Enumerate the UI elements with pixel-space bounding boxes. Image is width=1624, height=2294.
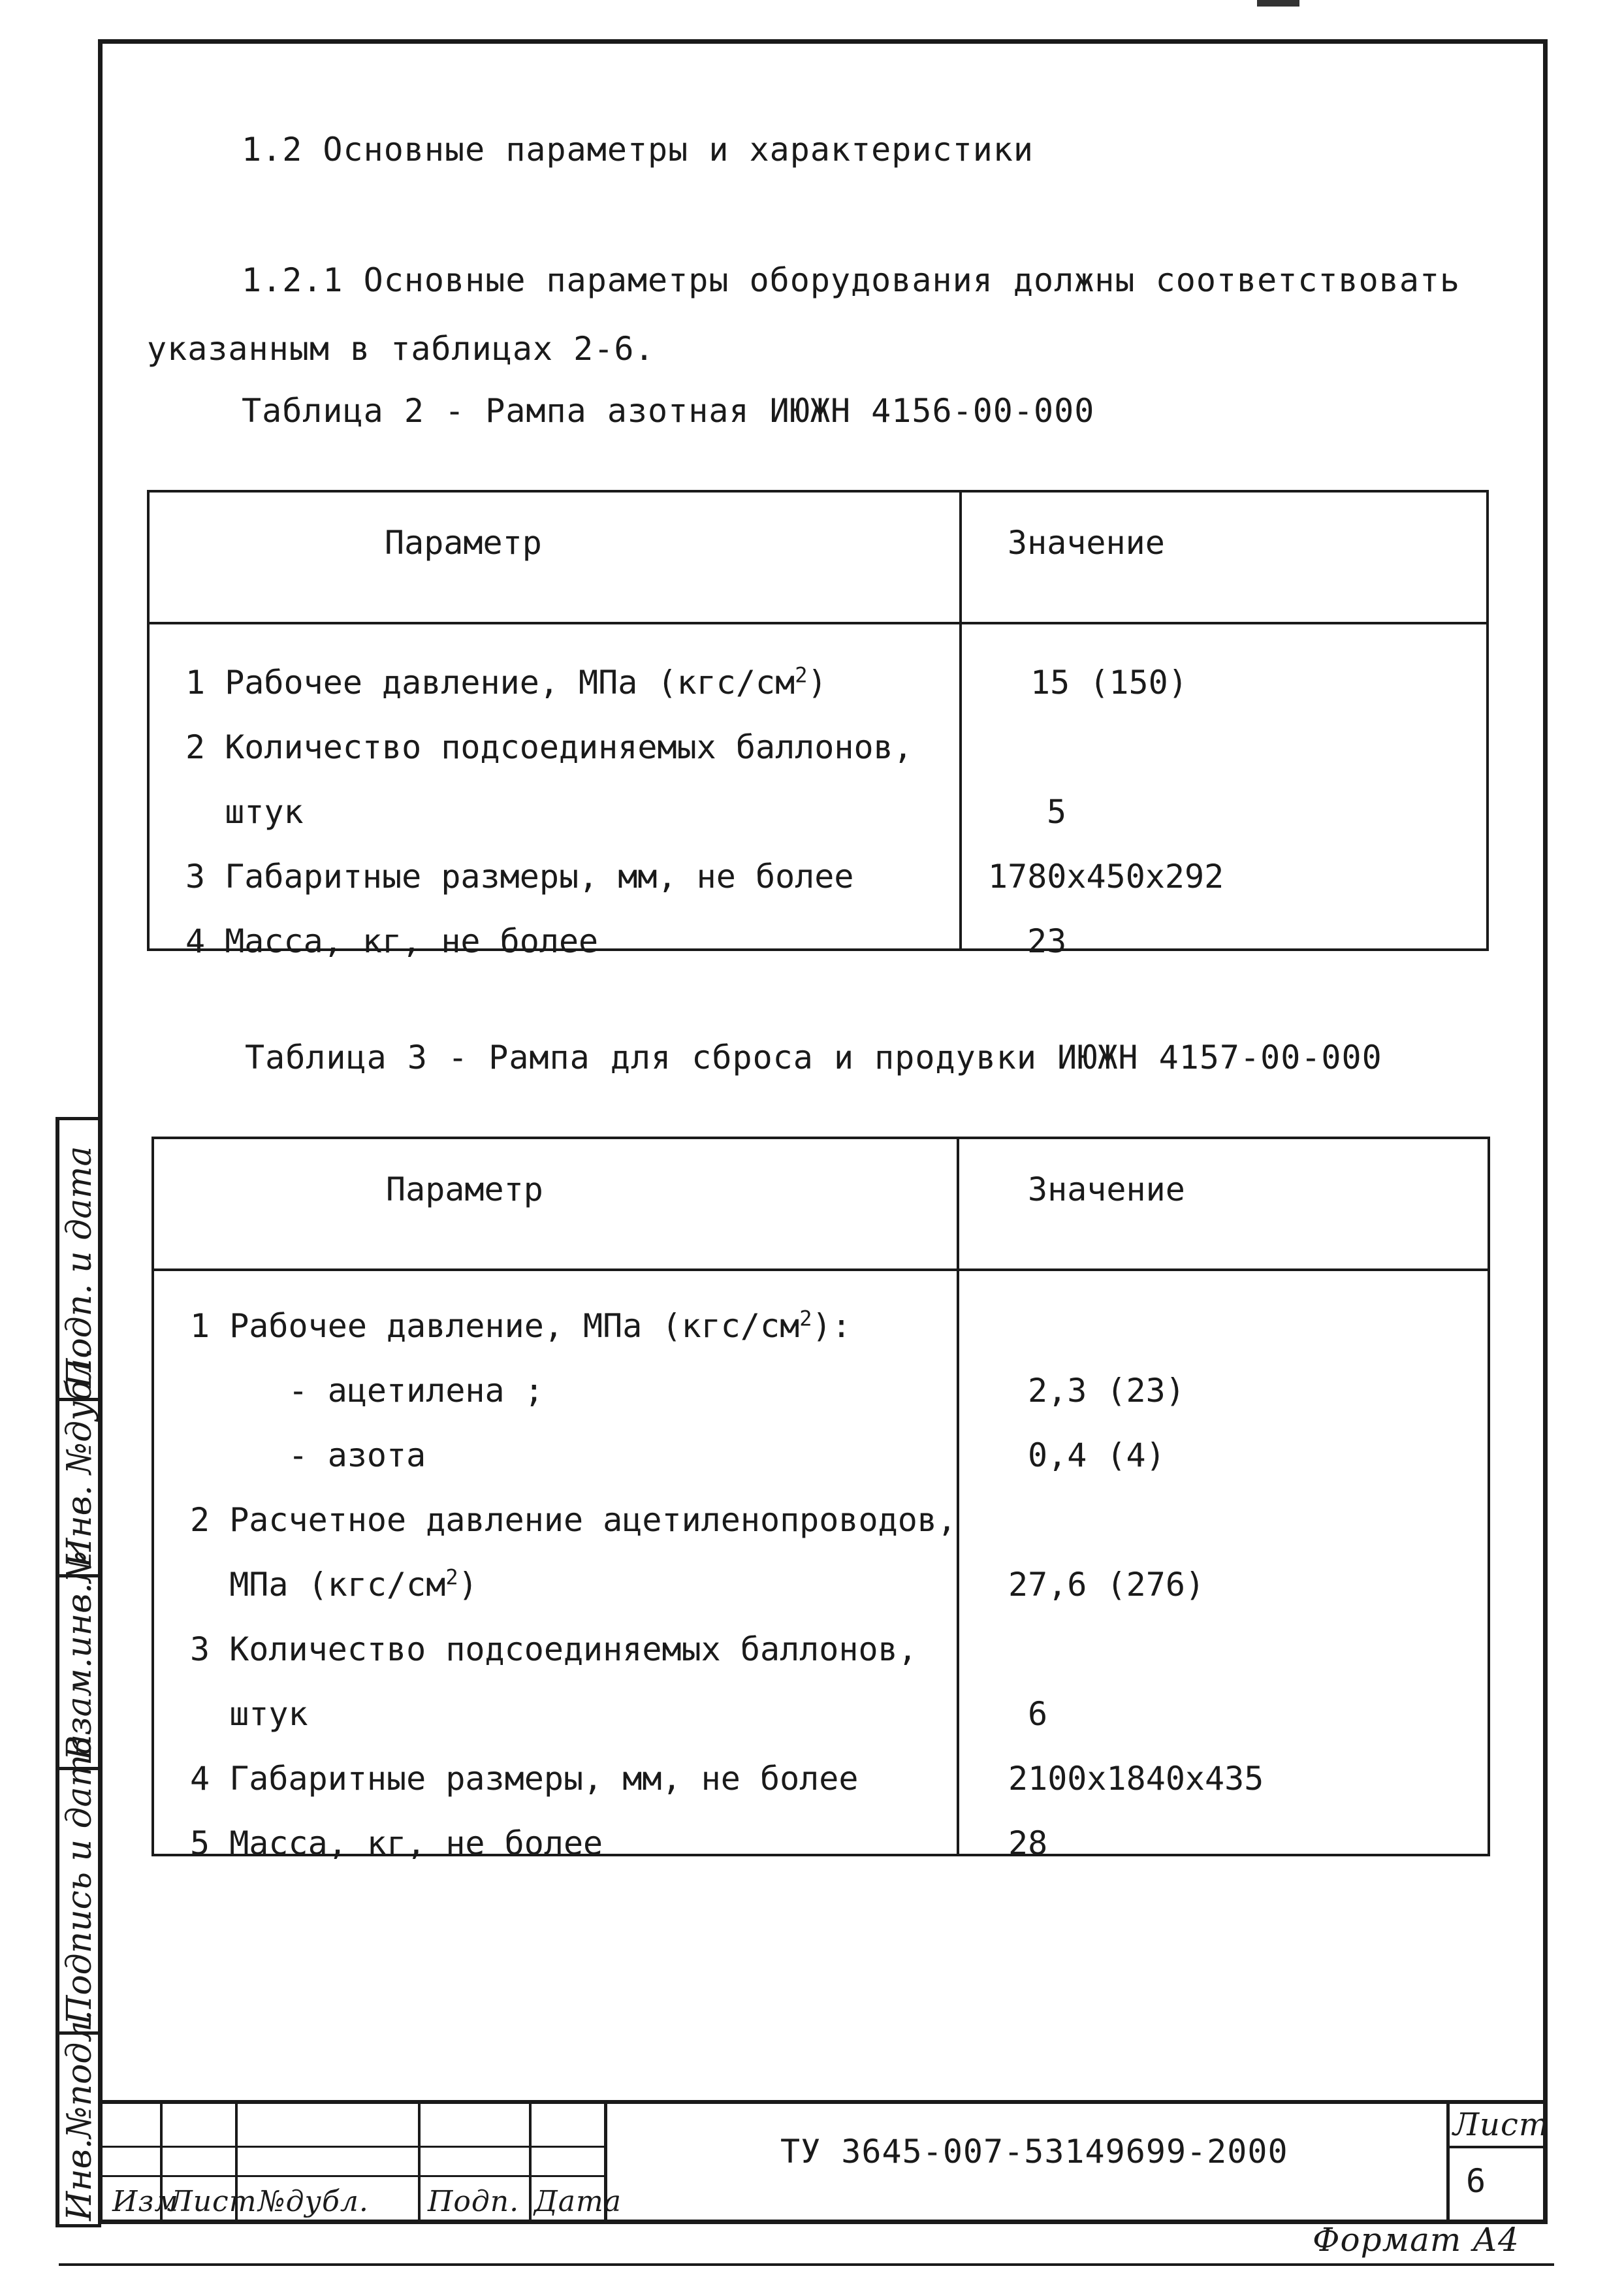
table3-header-param: Параметр <box>386 1171 543 1208</box>
table3 <box>151 1137 1490 1862</box>
table2-value-2 <box>988 715 1486 780</box>
table3-header-value: Значение <box>1028 1171 1185 1208</box>
table2 <box>147 490 1489 960</box>
table-row: 5 Масса, кг, не более <box>190 1824 603 1862</box>
side-label-vzam-inv: Взам.инв.№ <box>60 1551 99 1760</box>
table3-value-9: 28 <box>1008 1824 1048 1862</box>
table-row: 2 Количество подсоединяемых баллонов, <box>185 728 913 766</box>
table2-value-5: 23 <box>1027 922 1067 960</box>
table3-value-1 <box>1008 1294 1488 1359</box>
stamp-podp: Подп. <box>428 2185 520 2218</box>
table-row: 4 Габаритные размеры, мм, не более <box>190 1760 859 1798</box>
table-row: 3 Габаритные размеры, мм, не более <box>185 858 854 896</box>
side-label-inv-podl: Инв.№подл. <box>60 2010 99 2221</box>
side-divider-6 <box>56 2224 101 2227</box>
table-row: 3 Количество подсоединяемых баллонов, <box>190 1630 917 1668</box>
table3-caption: Таблица 3 - Рампа для сброса и продувки ИЮЖН 4157-00-000 <box>245 1039 1382 1076</box>
stamp-top-line <box>101 2100 1548 2104</box>
document-code: ТУ 3645-007-53149699-2000 <box>780 2133 1288 2171</box>
table-row: - азота <box>190 1436 426 1474</box>
table3-value-6 <box>1008 1617 1488 1682</box>
stamp-col-6 <box>1446 2100 1450 2224</box>
table3-value-2: 2,3 (23) <box>1028 1372 1185 1410</box>
paragraph-line-2: указанным в таблицах 2-6. <box>147 330 655 368</box>
table2-header-param: Параметр <box>385 524 542 562</box>
table3-value-7: 6 <box>1028 1695 1048 1733</box>
table2-caption: Таблица 2 - Рампа азотная ИЮЖН 4156-00-000 <box>242 392 1095 430</box>
side-label-inv-dubl: Инв. №дубл. <box>60 1348 99 1568</box>
table-row: 4 Масса, кг, не более <box>185 922 599 960</box>
corner-mark <box>1257 0 1299 7</box>
stamp-data: Дата <box>534 2185 622 2218</box>
table2-header-value: Значение <box>1008 524 1165 562</box>
table2-value-4: 1780х450х292 <box>988 858 1224 896</box>
side-label-podpis-data: Подпись и дата <box>60 1734 99 2025</box>
stamp-col-3 <box>418 2100 421 2224</box>
side-label-podp-data: Подп. и дата <box>60 1146 99 1388</box>
table3-value-8: 2100х1840х435 <box>1008 1760 1264 1798</box>
bottom-rule <box>59 2263 1554 2266</box>
table3-value-5: 27,6 (276) <box>1008 1566 1205 1604</box>
stamp-col-4 <box>529 2100 532 2224</box>
table-row: 2 Расчетное давление ацетиленопроводов, <box>190 1501 957 1539</box>
side-divider-1 <box>56 1117 101 1120</box>
table2-value-1: 15 (150) <box>1030 664 1188 702</box>
sheet-number: 6 <box>1466 2162 1487 2200</box>
stamp-sheet-line <box>1446 2146 1548 2148</box>
table-row: 1 Рабочее давление, МПа $(кгс/см^2)$ <box>185 662 827 702</box>
stamp-izm: Изм <box>112 2185 179 2218</box>
stamp-list: Лист <box>168 2185 257 2218</box>
sheet-label: Лист <box>1453 2107 1550 2143</box>
format-label: Формат А4 <box>1313 2221 1520 2259</box>
table-row: МПа $(кгс/см^2)$ <box>190 1564 478 1604</box>
table-row: штук <box>185 793 304 831</box>
table-row: штук <box>190 1695 308 1733</box>
table2-value-3: 5 <box>1047 793 1067 831</box>
table3-value-4 <box>1008 1488 1488 1553</box>
side-strip-line <box>56 1117 59 2227</box>
stamp-ndubl: №дубл. <box>258 2185 369 2218</box>
table-row: - ацетилена ; <box>190 1372 544 1410</box>
table3-value-3: 0,4 (4) <box>1028 1436 1166 1474</box>
table-row: 1 Рабочее давление, МПа $(кгс/см^2)$: <box>190 1306 852 1345</box>
section-title: 1.2 Основные параметры и характеристики <box>242 131 1034 169</box>
paragraph-line-1: 1.2.1 Основные параметры оборудования должны соответствовать <box>242 261 1461 299</box>
